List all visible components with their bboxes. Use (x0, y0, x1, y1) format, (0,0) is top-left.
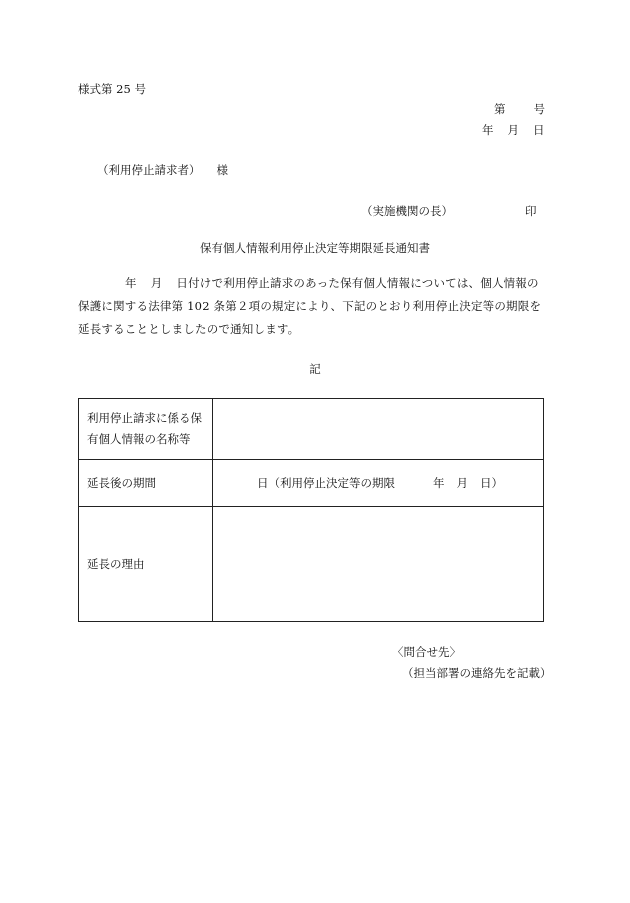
body-text: 日付けで利用停止請求のあった保有個人情報については、個人情報の保護に関する法律第 102 条第２項の規定により、下記のとおり利用停止決定等の期限を延長することとしましたので通知します。 (78, 276, 542, 336)
period-month: 月 (456, 476, 468, 490)
document-number-suffix: 号 (533, 102, 545, 116)
document-number (494, 101, 545, 117)
period-year: 年 (433, 476, 445, 490)
document-date (482, 122, 545, 138)
row-label-period: 延長後の期間 (79, 460, 213, 507)
ki-heading: 記 (309, 362, 321, 376)
row-label-info-name (79, 399, 213, 460)
table-row (79, 399, 544, 460)
sender (361, 203, 537, 219)
table-row (79, 460, 544, 507)
sender-title: （実施機関の長） (361, 204, 453, 218)
document-number-prefix: 第 (494, 102, 506, 116)
row-value-reason[interactable] (213, 507, 544, 622)
date-month: 月 (507, 123, 519, 137)
date-year: 年 (482, 123, 494, 137)
addressee-name: （利用停止請求者） (97, 163, 201, 177)
row-label-reason: 延長の理由 (79, 507, 213, 622)
table-row (79, 507, 544, 622)
detail-table (78, 398, 544, 622)
form-number: 様式第 25 号 (78, 82, 146, 96)
addressee-honorific: 様 (216, 163, 228, 177)
period-day: 日（利用停止決定等の期限 (257, 476, 395, 490)
period-day-close: 日） (480, 476, 503, 490)
contact-heading: 〈問合せ先〉 (392, 645, 461, 659)
body-month: 月 (150, 276, 163, 290)
row-value-period[interactable] (213, 460, 544, 507)
document-title: 保有個人情報利用停止決定等期限延長通知書 (200, 241, 430, 255)
addressee (97, 162, 228, 178)
row-label-line: 有個人情報の名称等 (87, 432, 191, 446)
seal-mark: 印 (525, 204, 537, 218)
row-value-info-name[interactable] (213, 399, 544, 460)
body-paragraph (78, 272, 548, 341)
date-day: 日 (533, 123, 545, 137)
contact-note: （担当部署の連絡先を記載） (402, 666, 552, 680)
body-year: 年 (125, 276, 137, 290)
row-label-line: 利用停止請求に係る保 (87, 411, 202, 425)
